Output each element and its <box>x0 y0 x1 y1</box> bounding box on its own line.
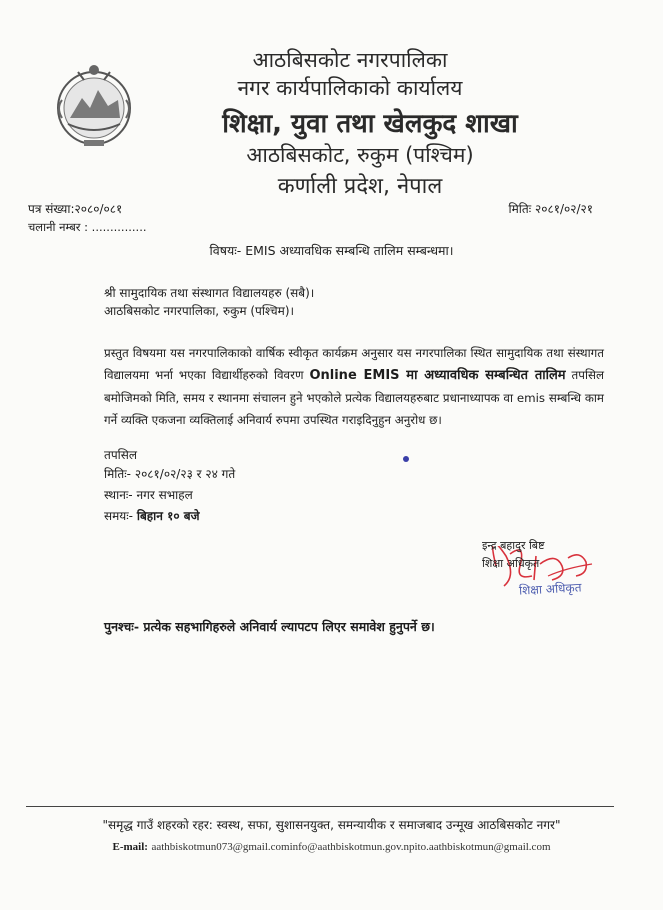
footer-email: E-mail: aathbiskotmun073@gmail.cominfo@aathbiskotmun.gov.npito.aathbiskotmun@gmail.com <box>112 841 551 853</box>
ink-mark <box>402 455 410 463</box>
body-highlight: Online EMIS मा अध्यावधिक सम्बन्धित तालिम <box>309 368 566 383</box>
nepal-government-emblem-icon <box>48 60 140 152</box>
header-section: शिक्षा, युवा तथा खेलकुद शाखा <box>222 109 518 139</box>
header-address: आठबिसकोट, रुकुम (पश्चिम) <box>246 143 474 167</box>
recipient-line: श्री सामुदायिक तथा संस्थागत विद्यालयहरु (सबै)। <box>104 286 315 300</box>
signatory-title: शिक्षा अधिकृत <box>482 557 540 570</box>
letter-body: प्रस्तुत विषयमा यस नगरपालिकाको वार्षिक स्वीकृत कार्यक्रम अनुसार यस नगरपालिका स्थित सामुदायिक तथा संस्थागत विद्यालयमा भर्ना भएका विद्यार्थीहरुको विवरण Online EMIS मा अध्यावधिक सम्बन्धित तालिम तपसिल बमोजिमको मिति, समय र स्थानमा संचालन हुने भएकोले प्रत्येक विद्यालयहरुबाट प्रधानाध्यापक वा emis सम्बन्धि काम गर्ने व्यक्ति एकजना व्यक्तिलाई अनिवार्य रुपमा उपस्थित गराइदिनुहुन अनुरोध छ। <box>104 346 605 427</box>
schedule-time: समयः- बिहान १० बजे <box>104 509 200 523</box>
signatory-name: इन्द्र बहादुर बिष्ट <box>482 539 545 552</box>
letter-date: मितिः २०८१/०२/२१ <box>508 202 593 216</box>
schedule-date: मितिः- २०८१/०२/२३ र २४ गते <box>104 467 236 481</box>
postscript: पुनश्चः- प्रत्येक सहभागिहरुले अनिवार्य ल्यापटप लिएर समावेश हुनुपर्ने छ। <box>104 619 435 634</box>
header-province: कर्णाली प्रदेश, नेपाल <box>277 174 443 199</box>
header-municipality: आठबिसकोट नगरपालिका <box>252 48 448 72</box>
schedule-heading: तपसिल <box>104 448 138 462</box>
letter-subject: विषयः- EMIS अध्यावधिक सम्बन्धि तालिम सम्बन्धमा। <box>209 243 454 258</box>
footer-motto: "समृद्ध गाउँ शहरको रहर: स्वस्थ, सफा, सुशासनयुक्त, समन्यायीक र समाजबाद उन्मूख आठबिसकोट नगर" <box>102 818 561 832</box>
header-office: नगर कार्यपालिकाको कार्यालय <box>237 76 463 100</box>
dispatch-number: चलानी नम्बर : ............... <box>28 220 147 234</box>
reference-line <box>28 200 593 217</box>
recipient-address: आठबिसकोट नगरपालिका, रुकुम (पश्चिम)। <box>104 304 295 318</box>
letter-number: पत्र संख्या:२०८०/०८१ <box>28 202 123 216</box>
official-stamp: शिक्षा अधिकृत <box>518 580 582 598</box>
footer-divider <box>26 806 614 807</box>
email-link[interactable]: aathbiskotmun073@gmail.cominfo@aathbiskotmun.gov.npito.aathbiskotmun@gmail.com <box>151 841 551 853</box>
schedule-place: स्थानः- नगर सभाहल <box>104 488 193 502</box>
